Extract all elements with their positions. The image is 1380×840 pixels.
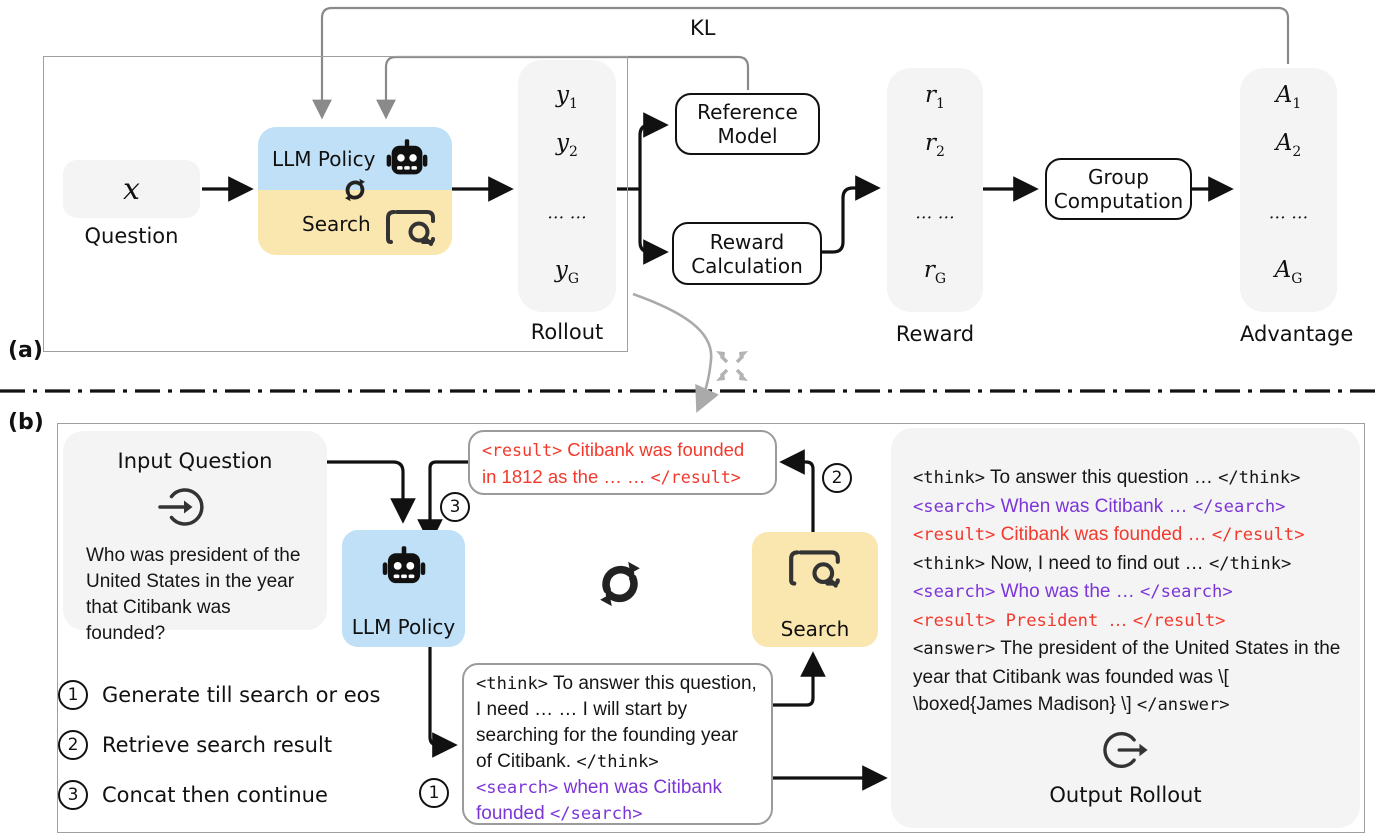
step-legend-3	[58, 779, 328, 811]
advantage-caption: Advantage	[1240, 322, 1354, 346]
llm-policy-label: LLM Policy	[272, 147, 376, 171]
text-segment: Citibank was founded in 1812 as the … …	[482, 439, 745, 487]
input-question-box	[63, 431, 327, 644]
rollout-item: … …	[547, 203, 587, 224]
rollout-item: $y_1$	[556, 82, 578, 112]
advantage-column	[1240, 68, 1337, 312]
text-segment: <search>	[913, 496, 996, 517]
output-line	[913, 464, 1345, 493]
reward-caption: Reward	[895, 322, 975, 346]
loop-icon-large	[592, 556, 648, 612]
expand-icon	[716, 351, 748, 381]
step-2-label: Retrieve search result	[102, 733, 333, 757]
reward-item: … …	[915, 203, 955, 224]
text-segment: </think>	[576, 752, 659, 772]
search-label: Search	[302, 212, 371, 236]
output-line	[913, 521, 1345, 550]
output-arrow-icon	[1100, 725, 1150, 775]
rollout-item: $y_G$	[554, 257, 580, 287]
text-segment: Citibank was founded …	[995, 524, 1212, 545]
input-question-title: Input Question	[117, 449, 273, 473]
loop-icon-small	[340, 175, 370, 205]
llm-policy-label-b: LLM Policy	[351, 615, 456, 639]
kl-label: KL	[690, 16, 716, 40]
rollout-item: $y_2$	[556, 130, 578, 160]
group-computation-box: Group Computation	[1045, 158, 1192, 220]
arrow-rollout-to-reference	[640, 125, 664, 189]
text-segment: <search>	[476, 778, 559, 798]
text-segment: when was Citibank founded	[476, 777, 723, 824]
text-segment: </think>	[1218, 468, 1301, 488]
robot-icon	[385, 137, 429, 181]
reward-item: $r_2$	[925, 130, 945, 160]
arrow-marker-3: 3	[440, 492, 470, 522]
search-box-b	[752, 532, 878, 647]
robot-icon	[381, 544, 427, 590]
input-arrow-icon	[156, 481, 208, 533]
input-question-text: Who was president of the United States in the year that Citibank was founded?	[86, 545, 301, 644]
arrow-marker-2: 2	[822, 463, 852, 493]
question-box	[63, 160, 200, 218]
reward-item: $r_G$	[923, 257, 947, 287]
text-segment: …	[1108, 609, 1133, 631]
rollout-column	[518, 60, 616, 312]
text-segment: The president of the United States in the year that Citibank was founded was \[ \boxed{James Madison} \]	[913, 638, 1341, 715]
llm-policy-box-b	[342, 530, 465, 647]
advantage-item: $A_2$	[1275, 130, 1302, 160]
output-line	[913, 550, 1345, 579]
text-segment: <search>	[913, 582, 996, 602]
text-segment: </search>	[1192, 496, 1286, 517]
search-window-icon	[383, 207, 439, 249]
text-segment: <result> President	[913, 610, 1109, 631]
output-rollout-lines	[913, 464, 1345, 720]
reward-column	[887, 68, 983, 312]
text-segment: <result>	[482, 441, 563, 460]
panel-b-label: (b)	[8, 410, 44, 435]
text-segment: <think>	[913, 553, 986, 574]
output-rollout-caption: Output Rollout	[1049, 783, 1202, 807]
result-bubble	[468, 430, 777, 495]
output-line	[913, 578, 1345, 607]
reward-calculation-box: Reward Calculation	[672, 222, 822, 285]
text-segment: Who was the …	[995, 581, 1141, 602]
text-segment: <answer>	[913, 639, 996, 659]
step-legend-1	[58, 679, 380, 711]
panel-a-label: (a)	[8, 338, 43, 363]
advantage-item: $A_1$	[1275, 82, 1302, 112]
step-3-label: Concat then continue	[102, 783, 328, 807]
arrow-rewardcalc-to-reward	[822, 188, 876, 252]
output-line	[913, 607, 1345, 636]
step-legend-2	[58, 729, 332, 761]
think-bubble	[462, 663, 773, 825]
step-3-circle: 3	[58, 780, 88, 810]
text-segment: <result>	[913, 525, 996, 545]
step-2-circle: 2	[58, 730, 88, 760]
text-segment: </think>	[1208, 553, 1292, 574]
advantage-item: $A_G$	[1274, 257, 1303, 287]
text-segment: <think>	[913, 468, 986, 488]
text-segment: </answer>	[1136, 695, 1230, 715]
advantage-item: … …	[1268, 203, 1309, 224]
search-window-icon	[786, 546, 844, 592]
step-1-circle: 1	[58, 680, 88, 710]
question-caption: Question	[84, 224, 179, 248]
text-segment: </search>	[549, 804, 643, 824]
output-rollout-box	[891, 428, 1360, 828]
rollout-caption: Rollout	[530, 320, 604, 344]
policy-search-box	[258, 127, 452, 255]
output-line	[913, 635, 1345, 720]
text-segment: </result>	[1211, 525, 1305, 545]
step-1-label: Generate till search or eos	[102, 683, 381, 707]
arrow-marker-1: 1	[419, 778, 449, 808]
text-segment: </result>	[650, 468, 741, 487]
arrow-rollout-to-rewardcalc	[640, 189, 664, 252]
text-segment: To answer this question, I need … … I will start by searching for the founding year of Citibank.	[476, 673, 757, 772]
text-segment: When was Citibank …	[995, 495, 1193, 517]
text-segment: </search>	[1140, 582, 1233, 602]
reference-model-box: Reference Model	[675, 93, 820, 155]
text-segment: <think>	[476, 674, 549, 694]
question-symbol: x	[123, 171, 140, 207]
text-segment: </result>	[1132, 610, 1226, 631]
search-label-b: Search	[780, 617, 850, 641]
text-segment: Now, I need to find out …	[985, 552, 1209, 574]
text-segment: To answer this question …	[985, 467, 1219, 488]
output-line	[913, 493, 1345, 522]
reward-item: $r_1$	[925, 82, 945, 112]
